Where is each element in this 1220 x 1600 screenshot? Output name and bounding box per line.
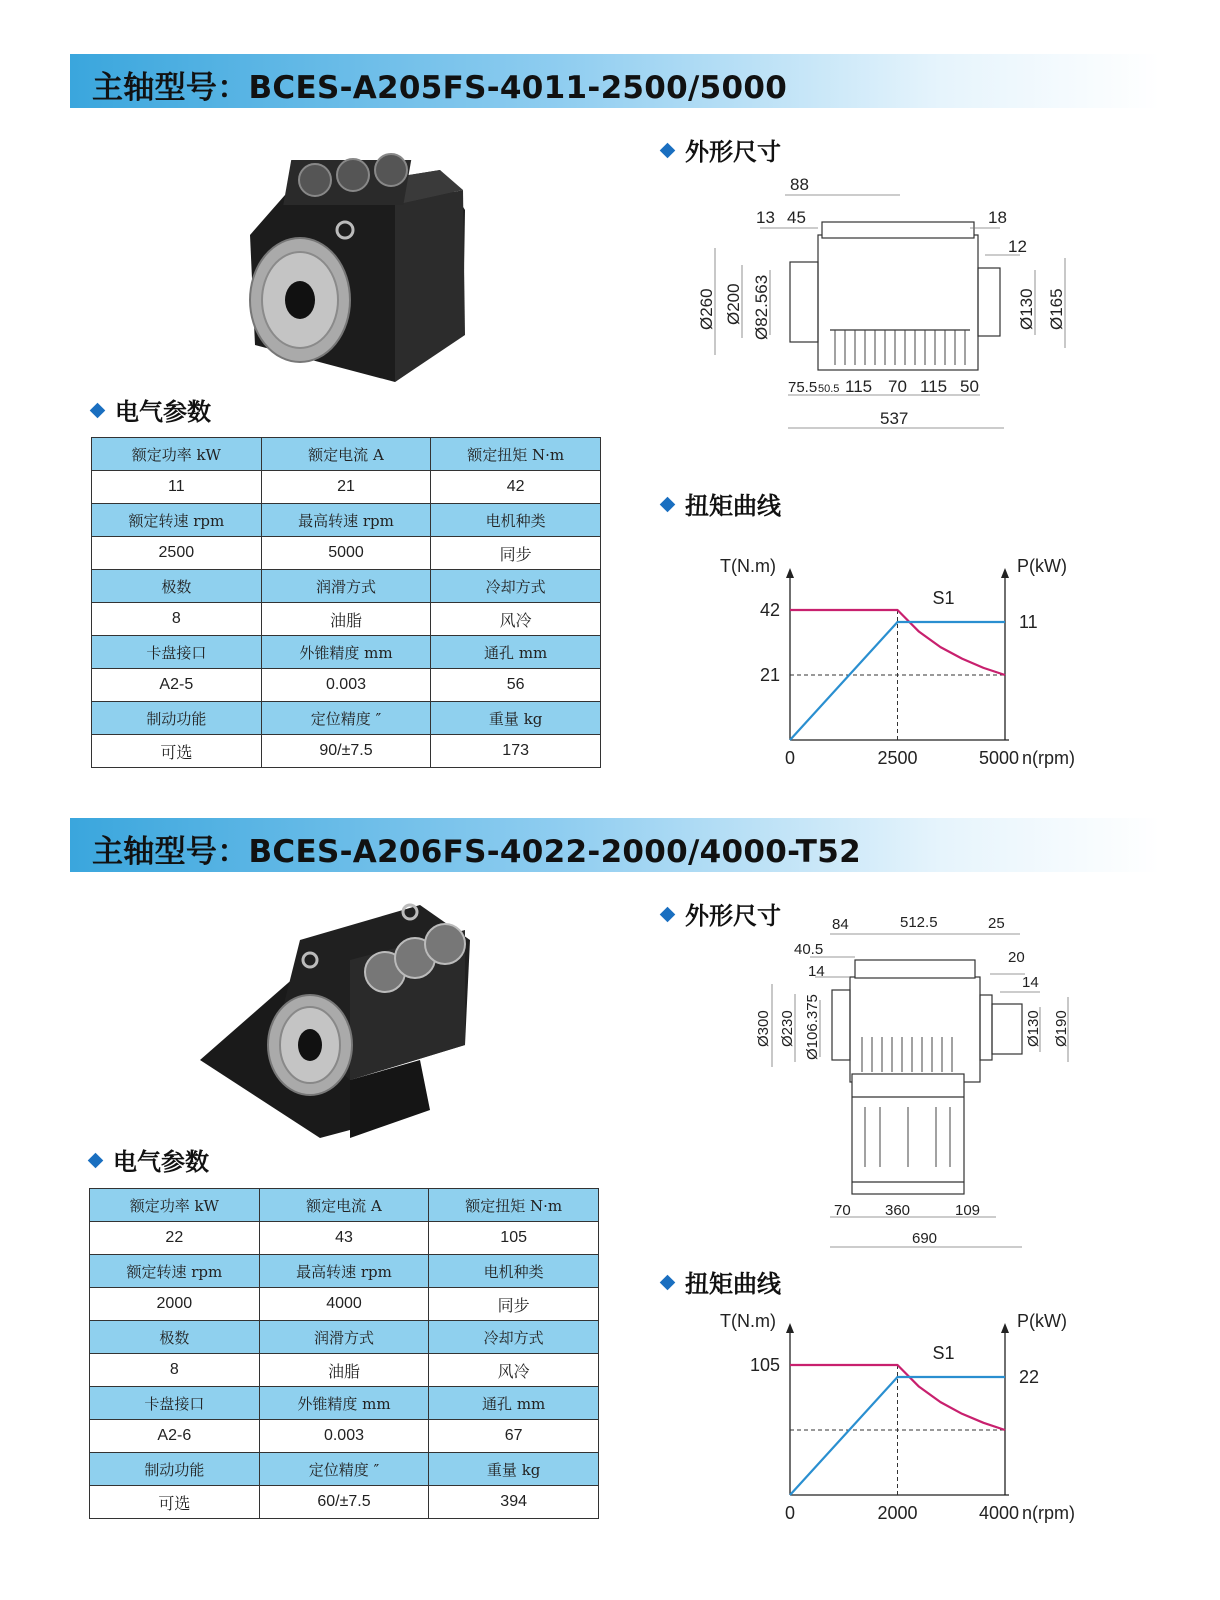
table-value-row	[92, 537, 601, 570]
dim-bottom-115b: 115	[920, 377, 948, 396]
table-value-row	[92, 471, 601, 504]
table-cell: 394	[429, 1486, 599, 1519]
table-cell: 可选	[92, 735, 262, 768]
table-value-row	[90, 1222, 599, 1255]
x-tick-label: 0	[784, 1503, 796, 1523]
y-axis-left-arrow-icon	[786, 568, 794, 578]
y2-axis-label: P(kW)	[1017, 556, 1067, 576]
diamond-bullet-icon	[660, 142, 676, 158]
table-cell: 2500	[92, 537, 262, 570]
model-banner-2	[70, 818, 1160, 872]
table-cell: 润滑方式	[259, 1321, 429, 1354]
x-tick-label: 0	[784, 748, 796, 768]
elec-heading-text: 电气参数	[115, 398, 211, 426]
spindle-product-image-2	[200, 900, 480, 1140]
dim-bottom-505: 50.5	[818, 383, 840, 395]
table-cell: 外锥精度 mm	[261, 636, 431, 669]
torque-heading-2	[662, 1264, 781, 1299]
dim-right-165: Ø165	[1047, 288, 1066, 330]
table-value-row	[90, 1420, 599, 1453]
table-cell: 卡盘接口	[90, 1387, 260, 1420]
y2-tick-label: 22	[1019, 1367, 1040, 1387]
table-cell: 同步	[429, 1288, 599, 1321]
table-cell: 油脂	[261, 603, 431, 636]
table-cell: 电机种类	[429, 1255, 599, 1288]
x-tick-label: 2500	[877, 748, 918, 768]
table-cell: 0.003	[259, 1420, 429, 1453]
table-cell: 额定转速 rpm	[92, 504, 262, 537]
model-title: 主轴型号：BCES-A205FS-4011-2500/5000	[92, 70, 788, 106]
dim-top-84: 84	[832, 916, 849, 933]
diamond-bullet-icon	[90, 402, 106, 418]
table-cell: 冷却方式	[431, 570, 601, 603]
table-cell: 额定电流 A	[261, 438, 431, 471]
table-cell: 56	[431, 669, 601, 702]
table-value-row	[90, 1354, 599, 1387]
table-cell: 8	[92, 603, 262, 636]
table-header-row	[92, 636, 601, 669]
table-header-row	[92, 504, 601, 537]
table-cell: 60/±7.5	[259, 1486, 429, 1519]
table-cell: 105	[429, 1222, 599, 1255]
dim-right-130: Ø130	[1025, 1010, 1042, 1047]
table-cell: A2-6	[90, 1420, 260, 1453]
dim-top-14b: 14	[1022, 974, 1039, 991]
table-cell: 额定功率 kW	[92, 438, 262, 471]
y-axis-right-arrow-icon	[1001, 1323, 1009, 1333]
table-value-row	[90, 1486, 599, 1519]
y-tick-label: 21	[759, 665, 780, 685]
dim-bottom-755: 75.5	[788, 379, 818, 396]
table-cell: 90/±7.5	[261, 735, 431, 768]
spindle-product-image-1	[245, 150, 475, 385]
table-cell: 重量 kg	[431, 702, 601, 735]
table-cell: 21	[261, 471, 431, 504]
table-cell: 电机种类	[431, 504, 601, 537]
torque-chart-1	[720, 550, 1100, 780]
dim-top-20: 20	[1008, 949, 1025, 966]
table-cell: 极数	[90, 1321, 260, 1354]
table-header-row	[90, 1321, 599, 1354]
dim-top-13: 13	[756, 208, 775, 227]
dim-right-130: Ø130	[1017, 288, 1036, 330]
dims-heading-text: 外形尺寸	[685, 138, 781, 166]
table-cell: 风冷	[429, 1354, 599, 1387]
torque-heading-1	[662, 486, 781, 521]
dim-left-230: Ø230	[779, 1010, 796, 1047]
table-cell: 极数	[92, 570, 262, 603]
dim-bottom-360: 360	[885, 1202, 911, 1219]
table-cell: 8	[90, 1354, 260, 1387]
model-title: 主轴型号：BCES-A206FS-4022-2000/4000-T52	[92, 834, 861, 870]
elec-heading-1	[92, 392, 211, 427]
dim-right-190: Ø190	[1053, 1010, 1070, 1047]
dim-overall-537: 537	[880, 409, 909, 428]
table-value-row	[92, 669, 601, 702]
table-header-row	[92, 438, 601, 471]
table-cell: 卡盘接口	[92, 636, 262, 669]
table-cell: 2000	[90, 1288, 260, 1321]
y2-axis-label: P(kW)	[1017, 1311, 1067, 1331]
x-tick-label: 5000	[978, 748, 1019, 768]
table-cell: 定位精度 ″	[259, 1453, 429, 1486]
dim-bottom-115a: 115	[845, 377, 873, 396]
y-axis-label: T(N.m)	[720, 556, 776, 576]
curve-label-s1: S1	[932, 1343, 955, 1363]
table-value-row	[90, 1288, 599, 1321]
table-cell: 额定电流 A	[259, 1189, 429, 1222]
table-cell: 定位精度 ″	[261, 702, 431, 735]
dim-left-106375: Ø106.375	[804, 994, 821, 1060]
diamond-bullet-icon	[88, 1152, 104, 1168]
torque-chart-2	[720, 1305, 1100, 1535]
table-cell: 通孔 mm	[429, 1387, 599, 1420]
table-cell: 最高转速 rpm	[259, 1255, 429, 1288]
dim-top-45: 45	[787, 208, 806, 227]
x-axis-label: n(rpm)	[1022, 748, 1075, 768]
table-cell: 67	[429, 1420, 599, 1453]
table-header-row	[92, 702, 601, 735]
diamond-bullet-icon	[660, 496, 676, 512]
table-cell: A2-5	[92, 669, 262, 702]
diamond-bullet-icon	[660, 1274, 676, 1290]
table-cell: 42	[431, 471, 601, 504]
dim-bottom-109: 109	[955, 1202, 981, 1219]
dim-top-405: 40.5	[794, 941, 824, 958]
dim-top-5125: 512.5	[900, 914, 938, 931]
x-axis-label: n(rpm)	[1022, 1503, 1075, 1523]
torque-heading-text: 扭矩曲线	[685, 1270, 781, 1298]
table-cell: 0.003	[261, 669, 431, 702]
y-axis-label: T(N.m)	[720, 1311, 776, 1331]
table-cell: 4000	[259, 1288, 429, 1321]
table-cell: 可选	[90, 1486, 260, 1519]
diamond-bullet-icon	[660, 906, 676, 922]
table-cell: 外锥精度 mm	[259, 1387, 429, 1420]
electrical-params-table-2	[89, 1188, 599, 1519]
table-header-row	[90, 1387, 599, 1420]
dim-top-14a: 14	[808, 963, 825, 980]
elec-heading-text: 电气参数	[113, 1148, 209, 1176]
dims-heading-text: 外形尺寸	[685, 902, 781, 930]
y-axis-right-arrow-icon	[1001, 568, 1009, 578]
dim-bottom-70: 70	[888, 377, 907, 396]
table-cell: 11	[92, 471, 262, 504]
y-tick-label: 42	[759, 600, 780, 620]
dim-left-300: Ø300	[755, 1010, 772, 1047]
y-tick-label: 105	[749, 1355, 780, 1375]
table-cell: 通孔 mm	[431, 636, 601, 669]
dim-left-200: Ø200	[724, 283, 743, 325]
table-cell: 重量 kg	[429, 1453, 599, 1486]
table-cell: 同步	[431, 537, 601, 570]
model-banner-1	[70, 54, 1160, 108]
y2-tick-label: 11	[1019, 612, 1038, 632]
dimension-drawing-1	[690, 170, 1090, 435]
table-cell: 制动功能	[90, 1453, 260, 1486]
table-cell: 额定功率 kW	[90, 1189, 260, 1222]
elec-heading-2	[90, 1142, 209, 1177]
table-cell: 额定扭矩 N·m	[431, 438, 601, 471]
table-cell: 冷却方式	[429, 1321, 599, 1354]
table-cell: 最高转速 rpm	[261, 504, 431, 537]
table-cell: 油脂	[259, 1354, 429, 1387]
dimension-drawing-2	[750, 912, 1090, 1257]
table-value-row	[92, 735, 601, 768]
table-header-row	[90, 1453, 599, 1486]
table-value-row	[92, 603, 601, 636]
table-cell: 润滑方式	[261, 570, 431, 603]
torque-heading-text: 扭矩曲线	[685, 492, 781, 520]
table-cell: 额定转速 rpm	[90, 1255, 260, 1288]
table-cell: 额定扭矩 N·m	[429, 1189, 599, 1222]
electrical-params-table-1	[91, 437, 601, 768]
dim-top-18: 18	[988, 208, 1007, 227]
dim-bottom-70: 70	[834, 1202, 851, 1219]
dim-left-260: Ø260	[697, 288, 716, 330]
table-cell: 43	[259, 1222, 429, 1255]
dims-heading-1	[662, 132, 781, 167]
dim-top-25: 25	[988, 915, 1005, 932]
y-axis-left-arrow-icon	[786, 1323, 794, 1333]
table-cell: 173	[431, 735, 601, 768]
table-cell: 制动功能	[92, 702, 262, 735]
dim-left-82563: Ø82.563	[752, 274, 771, 340]
dim-top-88: 88	[790, 175, 809, 194]
dim-bottom-50: 50	[960, 377, 979, 396]
table-cell: 风冷	[431, 603, 601, 636]
table-cell: 5000	[261, 537, 431, 570]
table-header-row	[90, 1255, 599, 1288]
table-header-row	[90, 1189, 599, 1222]
table-cell: 22	[90, 1222, 260, 1255]
table-header-row	[92, 570, 601, 603]
x-tick-label: 4000	[978, 1503, 1019, 1523]
curve-label-s1: S1	[932, 588, 955, 608]
dim-top-12: 12	[1008, 237, 1027, 256]
dim-overall-690: 690	[912, 1230, 938, 1247]
x-tick-label: 2000	[877, 1503, 918, 1523]
